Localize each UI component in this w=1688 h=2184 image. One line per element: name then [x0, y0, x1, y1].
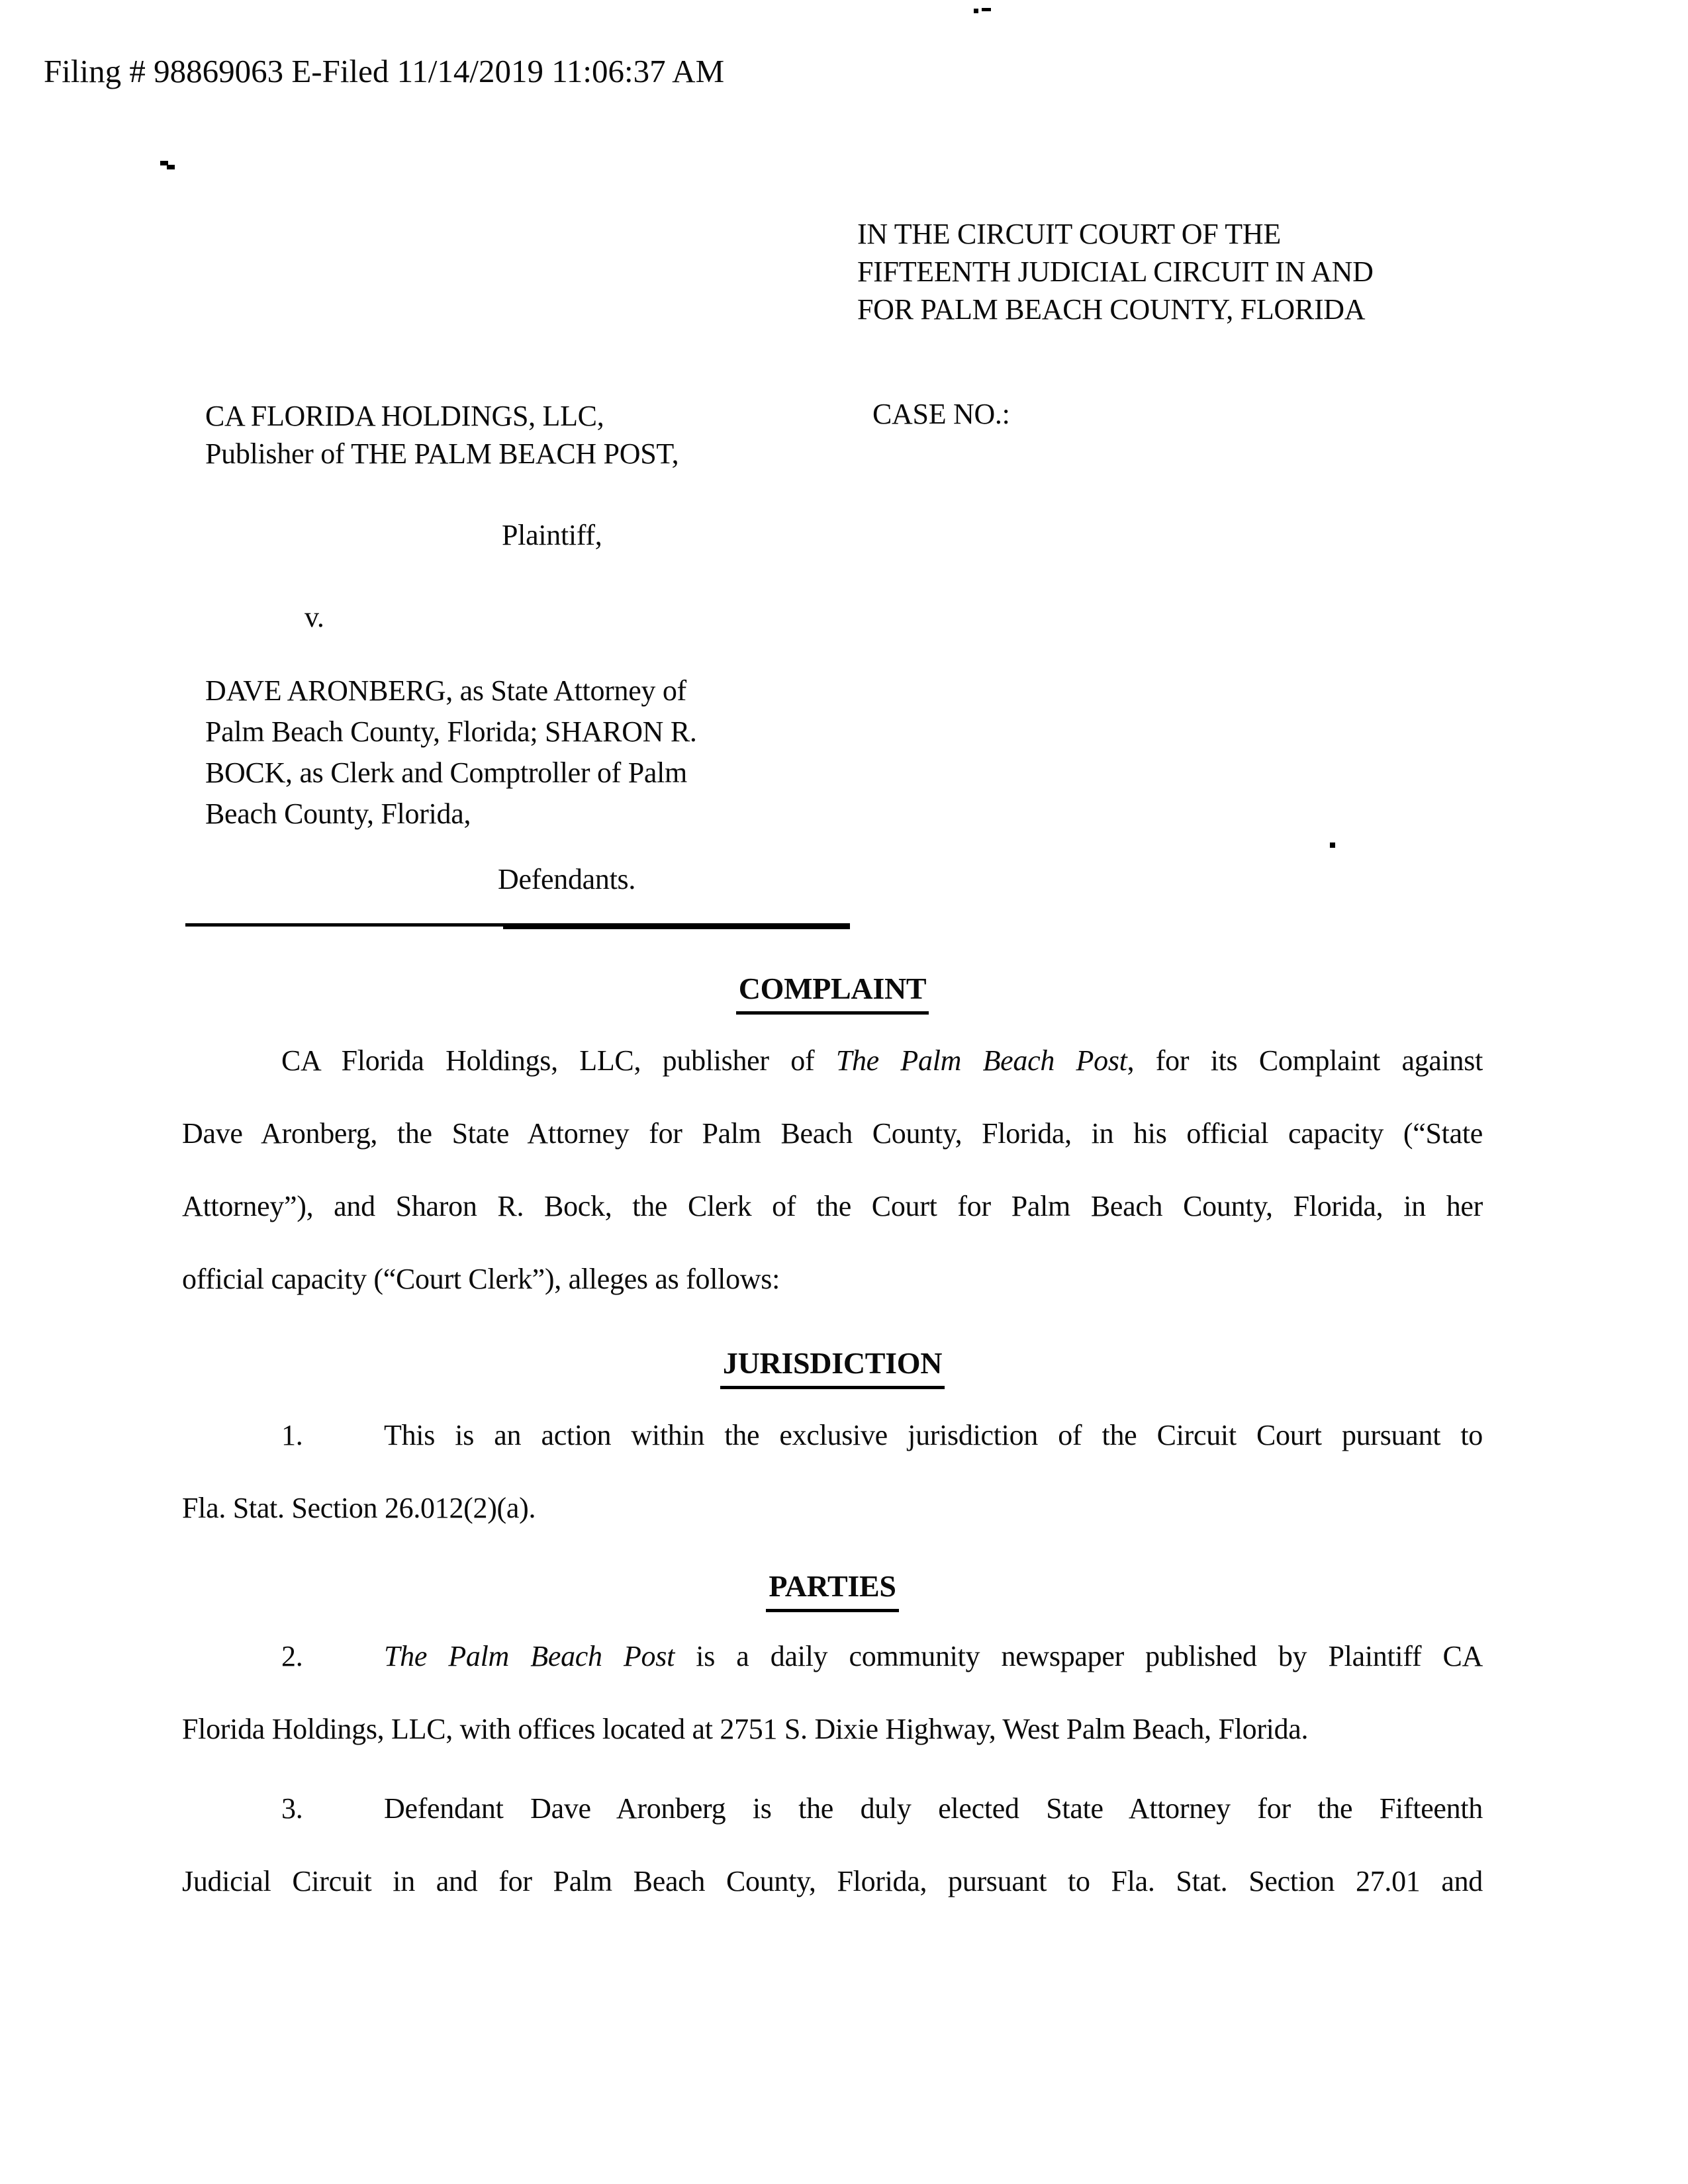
scan-artifact [974, 9, 978, 13]
text-line: IN THE CIRCUIT COURT OF THE [857, 218, 1281, 250]
scan-artifact [982, 8, 991, 11]
text-line: CA FLORIDA HOLDINGS, LLC, [205, 400, 604, 432]
text-line: CA Florida Holdings, LLC, publisher of The Palm Beach Post, for its Complaint against [281, 1044, 1483, 1077]
case-number-label: CASE NO.: [872, 398, 1010, 430]
paragraph-number: 1. [281, 1419, 303, 1451]
plaintiff-designation: Plaintiff, [502, 519, 602, 551]
parties-heading: PARTIES [182, 1567, 1483, 1612]
scan-artifact [1330, 842, 1335, 848]
e-filing-stamp: Filing # 98869063 E-Filed 11/14/2019 11:06:37 AM [44, 53, 725, 89]
caption-divider-line [503, 926, 850, 929]
text-line: Beach County, Florida, [205, 797, 471, 830]
text-line: Florida Holdings, LLC, with offices located at 2751 S. Dixie Highway, West Palm Beach, Florida. [182, 1713, 1309, 1745]
text-line: FIFTEENTH JUDICIAL CIRCUIT IN AND [857, 255, 1374, 288]
text-line: FOR PALM BEACH COUNTY, FLORIDA [857, 293, 1366, 326]
text-line: Judicial Circuit in and for Palm Beach County, Florida, pursuant to Fla. Stat. Section 27.01 and [182, 1865, 1483, 1897]
text-line: Palm Beach County, Florida; SHARON R. [205, 715, 697, 748]
text-line: official capacity (“Court Clerk”), alleges as follows: [182, 1263, 780, 1295]
paragraph-2 [182, 1637, 1483, 1783]
text-line: Fla. Stat. Section 26.012(2)(a). [182, 1492, 536, 1524]
text-line: 3. Defendant Dave Aronberg is the duly elected State Attorney for the Fifteenth [182, 1790, 1483, 1827]
intro-paragraph [182, 1042, 1483, 1333]
text-line: 2. The Palm Beach Post is a daily community newspaper published by Plaintiff CA [182, 1637, 1483, 1675]
text-line: Attorney”), and Sharon R. Bock, the Clerk of the Court for Palm Beach County, Florida, in her [182, 1190, 1483, 1222]
complaint-heading: COMPLAINT [182, 970, 1483, 1015]
text-line: Publisher of THE PALM BEACH POST, [205, 437, 679, 470]
versus-label: v. [305, 601, 324, 633]
scan-artifact [167, 165, 175, 169]
text-line: 1. This is an action within the exclusive jurisdiction of the Circuit Court pursuant to [182, 1416, 1483, 1454]
court-name-block [857, 215, 1519, 328]
paragraph-number: 3. [281, 1792, 303, 1825]
paragraph-1 [182, 1416, 1483, 1562]
caption-defendant-names [205, 670, 900, 835]
text-line: Dave Aronberg, the State Attorney for Palm Beach County, Florida, in his official capacity (“State [182, 1117, 1483, 1150]
paragraph-number: 2. [281, 1640, 303, 1672]
jurisdiction-heading: JURISDICTION [182, 1344, 1483, 1389]
caption-plaintiff-name [205, 397, 867, 473]
paragraph-3 [182, 1790, 1483, 1935]
defendants-designation: Defendants. [498, 863, 636, 895]
text-line: BOCK, as Clerk and Comptroller of Palm [205, 756, 687, 789]
text-line: DAVE ARONBERG, as State Attorney of [205, 674, 686, 707]
